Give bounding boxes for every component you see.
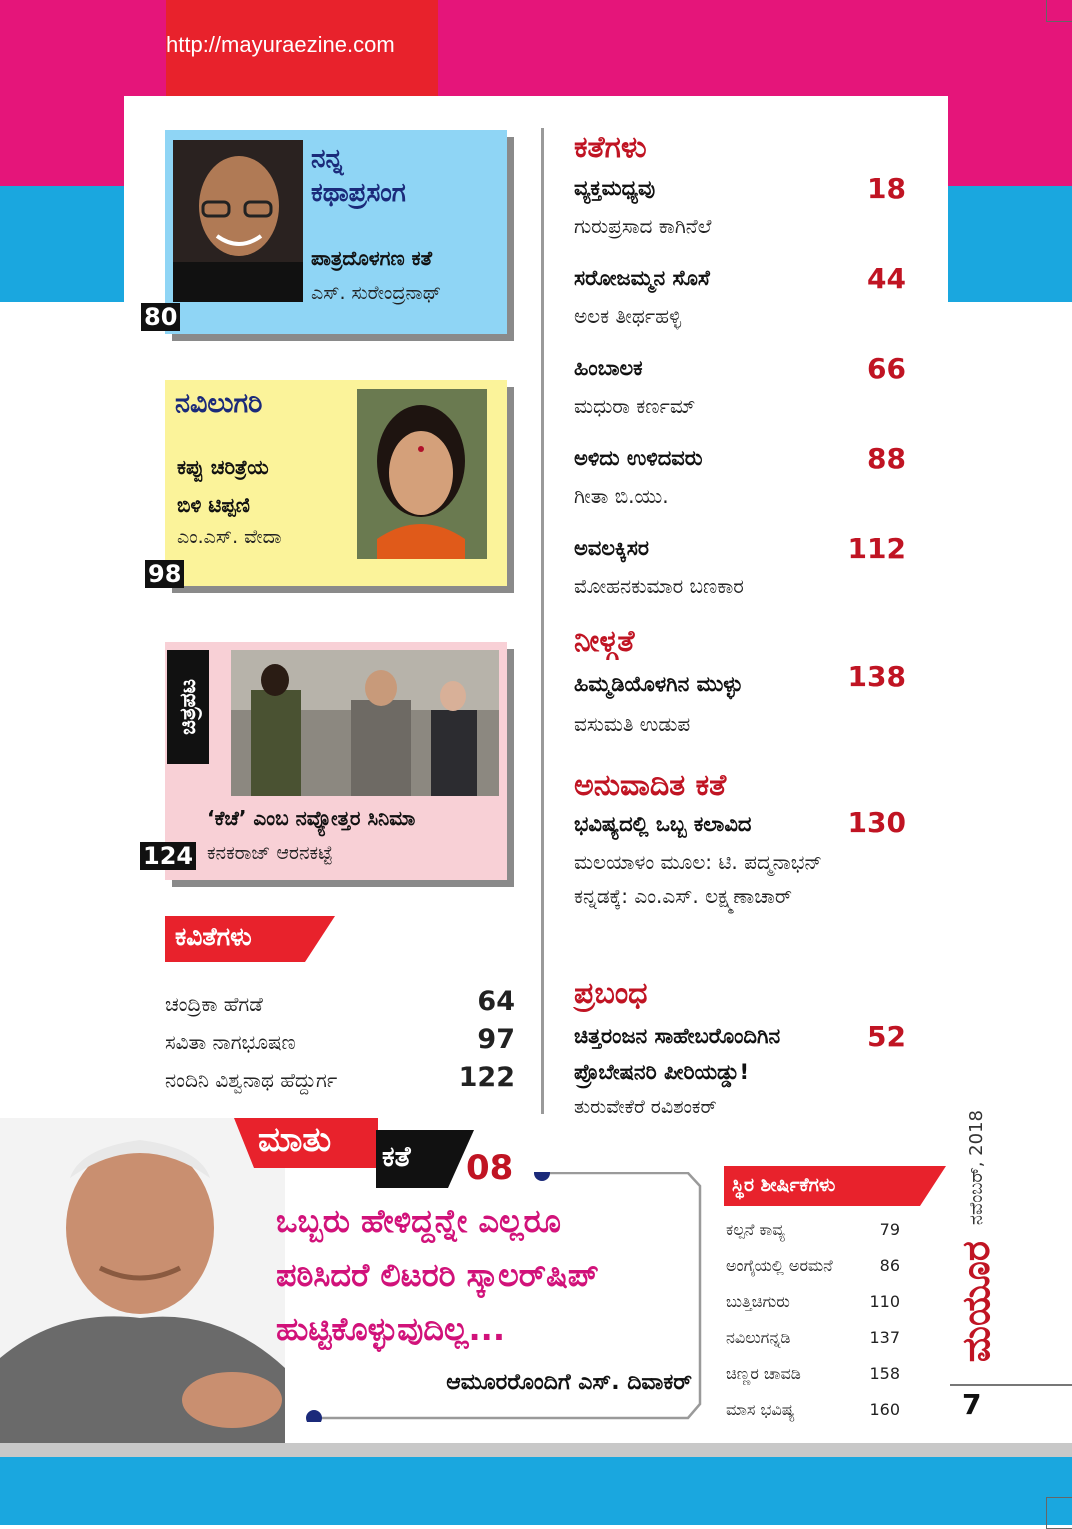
bottom-cyan-band bbox=[0, 1457, 1072, 1525]
author-photo bbox=[173, 140, 303, 302]
magazine-logo: ಮಯೂರ bbox=[954, 1241, 998, 1363]
issue-date: ನವೆಂಬರ್, 2018 bbox=[965, 1110, 987, 1226]
feature-author: ಎಸ್. ಸುರೇಂದ್ರನಾಥ್ bbox=[311, 282, 442, 304]
chitrapata-side-label: ಚಿತ್ರಪಟ bbox=[167, 650, 209, 764]
author-photo bbox=[357, 389, 487, 559]
list-item[interactable]: ಚಿಣ್ಣರ ಚಾವಡಿ 158 bbox=[726, 1364, 900, 1383]
interview-quote: ಒಬ್ಬರು ಹೇಳಿದ್ದನ್ನೇ ಎಲ್ಲರೂ ಪಠಿಸಿದರೆ ಲಿಟರರಿ ಸ್ಕಾಲರ್‌ಷಿಪ್ ಹುಟ್ಟಿಕೊಳ್ಳುವುದಿಲ್ಲ... bbox=[276, 1202, 599, 1348]
fixed-columns-list bbox=[726, 1216, 900, 1432]
interview-credit: ಆಮೂರರೊಂದಿಗೆ ಎಸ್. ದಿವಾಕರ್ bbox=[446, 1370, 692, 1395]
list-item[interactable]: ಸರೋಜಮ್ಮನ ಸೊಸೆ 44 ಅಲಕ ತೀರ್ಥಹಳ್ಳಿ bbox=[574, 262, 906, 328]
list-item[interactable]: ಚಂದ್ರಿಕಾ ಹೆಗಡೆ 64 bbox=[165, 986, 515, 1017]
list-item[interactable]: ವ್ಯಕ್ತಮಧ್ಯವು 18 ಗುರುಪ್ರಸಾದ ಕಾಗಿನೆಲೆ bbox=[574, 172, 906, 238]
site-url[interactable]: http://mayuraezine.com bbox=[166, 32, 395, 57]
feature-title: ಪಾತ್ರದೊಳಗಣ ಕತೆ bbox=[311, 246, 433, 270]
feature-card-chitrapata[interactable] bbox=[165, 642, 507, 880]
list-item[interactable]: ಹಿಮ್ಮಡಿಯೊಳಗಿನ ಮುಳ್ಳು 138 ವಸುಮತಿ ಉಡುಪ bbox=[574, 660, 906, 736]
feature-page-80: 80 bbox=[141, 303, 180, 331]
list-item[interactable]: ಮಾಸ ಭವಿಷ್ಯ 160 bbox=[726, 1400, 900, 1419]
list-item[interactable]: ನಂದಿನಿ ವಿಶ್ವನಾಥ ಹೆದ್ದುರ್ಗ 122 bbox=[165, 1062, 515, 1093]
feature-page-124: 124 bbox=[140, 842, 196, 870]
list-item[interactable]: ಕಲ್ಪನೆ ಕಾವ್ಯ 79 bbox=[726, 1220, 900, 1239]
fixed-columns-banner: ಸ್ಥಿರ ಶೀರ್ಷಿಕೆಗಳು bbox=[724, 1166, 946, 1206]
feature-heading: ನನ್ನ ಕಥಾಪ್ರಸಂಗ bbox=[311, 144, 406, 208]
section-heading-essay: ಪ್ರಬಂಧ bbox=[574, 976, 648, 1011]
crop-mark bbox=[1046, 0, 1072, 22]
list-item[interactable]: ಭವಿಷ್ಯದಲ್ಲಿ ಒಬ್ಬ ಕಲಾವಿದ 130 ಮಲಯಾಳಂ ಮೂಲ: ಟಿ. ಪದ್ಮನಾಭನ್ ಕನ್ನಡಕ್ಕೆ: ಎಂ.ಎಸ್. ಲಕ್ಷ್ಮಣಾಚಾರ್ bbox=[574, 806, 906, 908]
section-heading-long-story: ನೀಳ್ಗತೆ bbox=[574, 624, 635, 659]
list-item[interactable]: ಅವಲಕ್ಕಿಸರ 112 ಮೋಹನಕುಮಾರ ಬಣಕಾರ bbox=[574, 532, 906, 598]
section-heading-stories: ಕತೆಗಳು bbox=[574, 130, 647, 165]
interview-tag: ಮಾತು ಕತೆ 08 bbox=[218, 1118, 508, 1188]
feature-author: ಎಂ.ಎಸ್. ವೇದಾ bbox=[177, 526, 282, 548]
list-item[interactable]: ಹಿಂಬಾಲಕ 66 ಮಧುರಾ ಕರ್ಣಮ್ bbox=[574, 352, 906, 418]
list-item[interactable]: ಅಂಗೈಯಲ್ಲಿ ಅರಮನೆ 86 bbox=[726, 1256, 900, 1275]
interview-quote-box[interactable] bbox=[268, 1172, 706, 1422]
list-item[interactable]: ಚಿತ್ತರಂಜನ ಸಾಹೇಬರೊಂದಿಗಿನ 52 ಪ್ರೊಬೇಷನರಿ ಪೀರಿಯಡ್ಡು! ತುರುವೇಕೆರೆ ರವಿಶಂಕರ್ bbox=[574, 1020, 906, 1118]
page-number: 7 bbox=[962, 1388, 982, 1421]
feature-author: ಕನಕರಾಜ್ ಆರನಕಟ್ಟೆ bbox=[207, 842, 333, 864]
feature-card-navilugari[interactable] bbox=[165, 380, 507, 586]
film-still-photo bbox=[231, 650, 499, 796]
crop-mark bbox=[1046, 1497, 1072, 1529]
footer-rule bbox=[950, 1384, 1072, 1386]
feature-card-katha-prasanga[interactable] bbox=[165, 130, 507, 334]
column-divider bbox=[541, 128, 544, 1114]
list-item[interactable]: ಅಳಿದು ಉಳಿದವರು 88 ಗೀತಾ ಬಿ.ಯು. bbox=[574, 442, 906, 508]
feature-heading: ನವಿಲುಗರಿ bbox=[175, 388, 263, 419]
list-item[interactable]: ಸವಿತಾ ನಾಗಭೂಷಣ 97 bbox=[165, 1024, 515, 1055]
stories-list bbox=[574, 172, 910, 622]
list-item[interactable]: ಬುತ್ತಿಚಿಗುರು 110 bbox=[726, 1292, 900, 1311]
feature-page-98: 98 bbox=[145, 560, 184, 588]
poems-list bbox=[165, 986, 515, 1100]
bottom-gray-band bbox=[0, 1443, 1072, 1457]
list-item[interactable]: ನವಿಲುಗನ್ನಡಿ 137 bbox=[726, 1328, 900, 1347]
feature-title: ಕಪ್ಪು ಚರಿತ್ರೆಯ ಬಿಳಿ ಟಿಪ್ಪಣಿ bbox=[177, 455, 269, 517]
feature-title: ‘ಕೆಚೆ’ ಎಂಬ ನವ್ಯೋತ್ತರ ಸಿನಿಮಾ bbox=[207, 806, 416, 830]
section-heading-translated: ಅನುವಾದಿತ ಕತೆ bbox=[574, 768, 727, 803]
